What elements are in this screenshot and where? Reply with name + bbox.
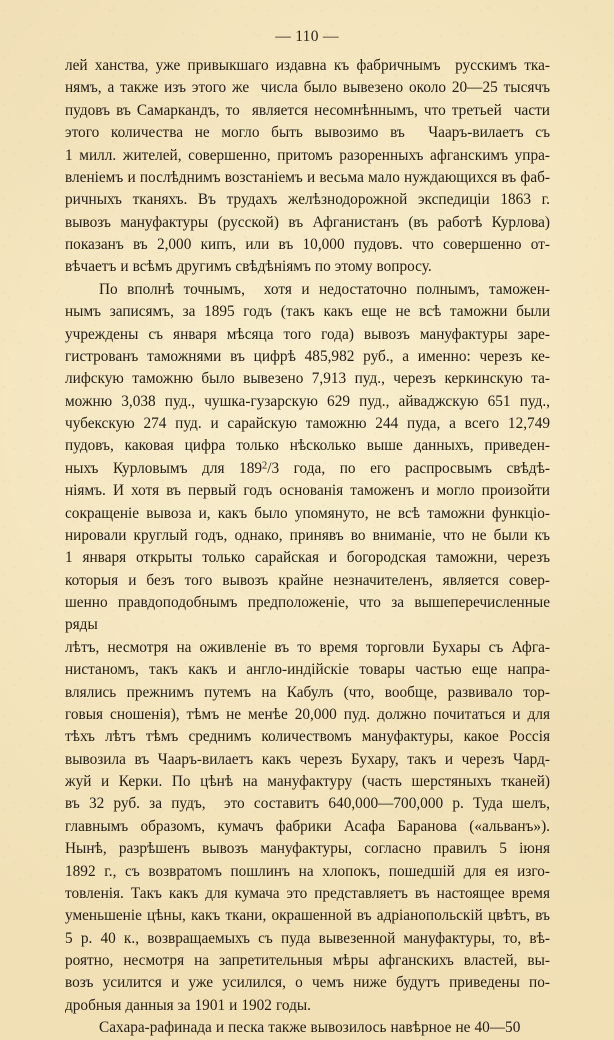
paragraph xyxy=(65,55,550,279)
text-line: нымъ записямъ, за 1895 годъ (такъ какъ еще не всѣ таможни были xyxy=(65,303,550,321)
superscript-fraction: 2 xyxy=(262,460,268,472)
text-line: шенно правдоподобнымъ предположеніе, что за вышеперечисленные ряды xyxy=(65,594,555,634)
text-line: нямъ, а также изъ этого же числа было вывезено около 20—25 тысячъ xyxy=(65,79,550,97)
text-line: вѣчаетъ и всѣмъ другимъ свѣдѣніямъ по этому вопросу. xyxy=(65,258,432,276)
text-line: 5 р. 40 к., возвращаемыхъ съ пуда вывезенной мануфактуры, то, вѣ- xyxy=(65,929,550,947)
text-line: можню 3,038 пуд., чушка-гузарскую 629 пуд., айваджскую 651 пуд., xyxy=(65,392,550,410)
text-line: 1 милл. жителей, совершенно, притомъ разоренныхъ афганскимъ упра- xyxy=(65,146,550,164)
text-line: ніямъ. И хотя въ первый годъ основанія таможенъ и могло произойти xyxy=(65,482,550,500)
text-line: въ 32 руб. за пудъ, это составитъ 640,000—700,000 р. Туда шелъ, xyxy=(65,795,550,813)
text-line: возъ усилится и уже усилился, о чемъ ниже будутъ приведены по- xyxy=(65,974,550,992)
text-line: вывозъ мануфактуры (русской) въ Афганистанъ (въ работѣ Курлова) xyxy=(65,213,550,231)
text-line: Нынѣ, разрѣшенъ вывозъ мануфактуры, согласно правилъ 5 іюня xyxy=(65,840,550,858)
text-line: тѣхъ лѣтъ тѣмъ среднимъ количествомъ мануфактуры, какое Россія xyxy=(65,728,550,746)
text-line: лей ханства, уже привыкшаго издавна къ фабричнымъ русскимъ тка- xyxy=(65,57,550,74)
text-line: нировали круглый годъ, однако, принявъ во вниманіе, что не были къ xyxy=(65,526,550,544)
text-line: говыя сношенія), тѣмъ не менѣе 20,000 пуд. должно почитаться и для xyxy=(65,705,550,723)
text-line: жуй и Керки. По цѣнѣ на мануфактуру (часть шерстяныхъ тканей) xyxy=(65,773,550,790)
text-line: Сахара-рафинада и песка также вывозилось навѣрное не 40—50 xyxy=(99,1019,521,1037)
body-text-block xyxy=(65,55,555,1040)
text-line: уменьшеніе цѣны, какъ ткани, окрашенной въ адріанопольскій цвѣтъ, въ xyxy=(65,907,550,925)
text-line: пудовъ въ Самаркандъ, то является несомнѣннымъ, что третьей части xyxy=(65,101,550,119)
page-number-folio: — 110 — xyxy=(275,28,339,45)
text-line: этого количества не могло быть вывозимо въ Чааръ-вилаетъ съ xyxy=(65,124,550,142)
text-line: 1892 г., съ возвратомъ пошлинъ на хлопокъ, пошедшій для ея изго- xyxy=(65,862,550,880)
text-line: гистрованъ таможнями въ цифрѣ 485,982 руб., а именно: черезъ ке- xyxy=(65,347,550,365)
text-line: лифскую таможню было вывезено 7,913 пуд., черезъ керкинскую та- xyxy=(65,370,550,388)
text-line: пудовъ, каковая цифра только нѣсколько выше данныхъ, приведен- xyxy=(65,437,550,455)
text-line: которыя и безъ того вывозъ крайне незначителенъ, является совер- xyxy=(65,571,550,589)
text-line: учреждены съ января мѣсяца того года) вывозъ мануфактуры заре- xyxy=(65,325,550,343)
paragraph xyxy=(65,279,555,1017)
text-line: вывозила въ Чааръ-вилаетъ какъ черезъ Бухару, такъ и черезъ Чард- xyxy=(65,750,550,768)
text-line: 1 января открыты только сарайская и богородская таможни, черезъ xyxy=(65,549,550,567)
text-line: показанъ въ 2,000 кипъ, или въ 10,000 пудовъ. что совершенно от- xyxy=(65,236,550,253)
text-line: товленія. Такъ какъ для кумача это представляетъ въ настоящее время xyxy=(65,884,550,902)
text-line: нистаномъ, такъ какъ и англо-индійскіе товары частью еще напра- xyxy=(65,661,550,679)
text-line: влялись прежнимъ путемъ на Кабулъ (что, вообще, развивало тор- xyxy=(65,683,550,701)
text-line: дробныя данныя за 1901 и 1902 годы. xyxy=(65,996,311,1014)
text-line: ныхъ Курловымъ для $189^2/3$ года, по его распросвымъ свѣдѣ- xyxy=(65,459,550,477)
text-line: сокращеніе вывоза и, какъ было упомянуто, не всѣ таможни функціо- xyxy=(65,504,550,522)
text-line: ричныхъ тканяхъ. Въ трудахъ желѣзнодорожной экспедиціи 1863 г. xyxy=(65,191,550,209)
text-line: чубекскую 274 пуд. и сарайскую таможню 244 пуда, а всего 12,749 xyxy=(65,415,550,432)
text-line: вленіемъ и послѣднимъ возстаніемъ и весьма мало нуждающихся въ фаб- xyxy=(65,168,550,186)
text-line: главнымъ образомъ, кумачъ фабрики Асафа Баранова («альванъ»). xyxy=(65,817,550,835)
paragraph xyxy=(65,1017,550,1039)
text-line: По вполнѣ точнымъ, хотя и недостаточно полнымъ, таможен- xyxy=(99,280,550,298)
text-line: роятно, несмотря на запретительныя мѣры афганскихъ властей, вы- xyxy=(65,952,550,969)
text-line: лѣтъ, несмотря на оживленіе въ то время торговли Бухары съ Афга- xyxy=(65,638,550,656)
